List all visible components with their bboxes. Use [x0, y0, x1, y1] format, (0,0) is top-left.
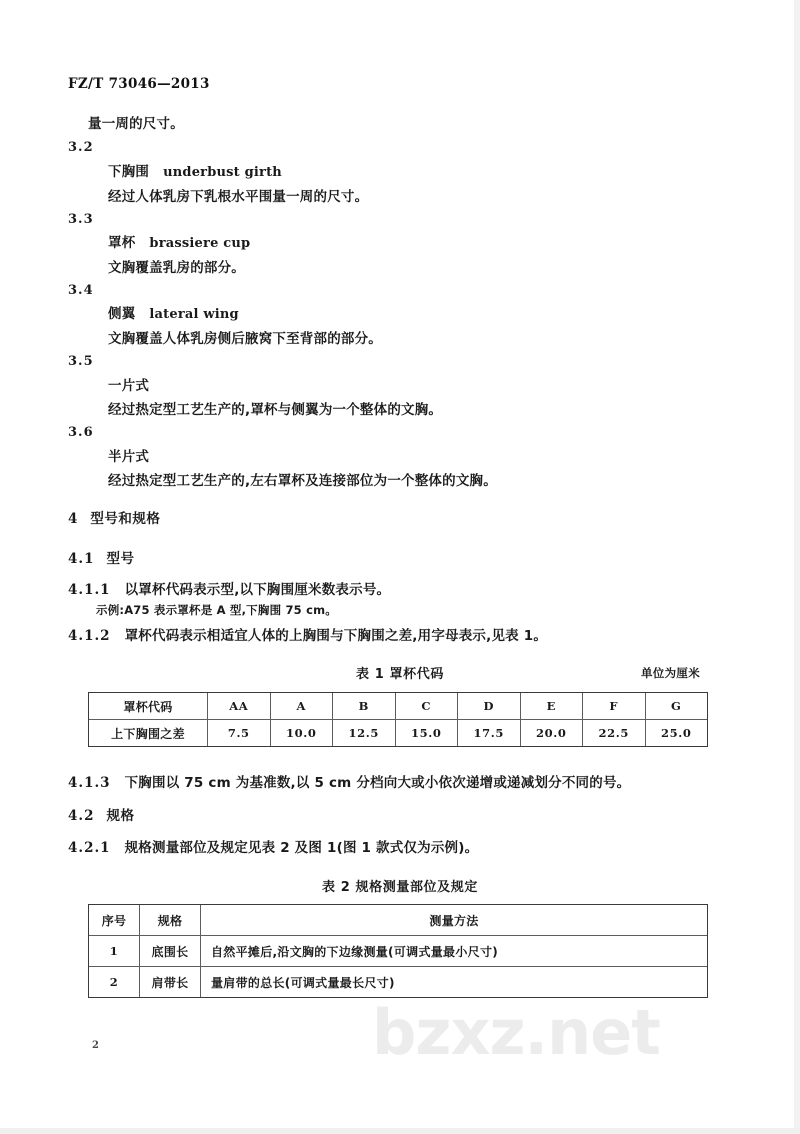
table-2-header-spec: 规格 — [140, 905, 201, 936]
term-en-3-3: brassiere cup — [149, 236, 251, 251]
clause-number-4-2-1: 4.2.1 — [68, 840, 111, 856]
section-heading-4-1 — [68, 551, 135, 567]
table-1-cup-code-4: D — [458, 693, 521, 720]
table-1-difference-2: 12.5 — [333, 720, 396, 747]
table-2-caption: 表 2 规格测量部位及规定 — [322, 880, 478, 895]
table-1-difference-5: 20.0 — [520, 720, 583, 747]
paragraph-4-1-3 — [68, 775, 630, 791]
table-1-cup-code-5: E — [520, 693, 583, 720]
table-header-row — [89, 905, 708, 936]
section-title-4-2: 规格 — [106, 808, 135, 824]
table-1-difference-3: 15.0 — [395, 720, 458, 747]
term-definition-3-4: 文胸覆盖人体乳房侧后腋窝下至背部的部分。 — [108, 331, 382, 347]
table-1-row-header-0: 罩杯代码 — [89, 693, 208, 720]
table-1-cup-code-2: B — [333, 693, 396, 720]
example-note: 示例:A75 表示罩杯是 A 型,下胸围 75 cm。 — [96, 603, 337, 617]
scan-edge-bottom — [0, 1128, 800, 1134]
clause-number-4-1-1: 4.1.1 — [68, 582, 111, 598]
continued-definition-text: 量一周的尺寸。 — [88, 116, 184, 132]
table-row — [89, 967, 708, 998]
term-cn-3-2: 下胸围 — [108, 164, 150, 180]
table-2-row-0-spec: 底围长 — [140, 936, 201, 967]
table-2-row-0-method: 自然平摊后,沿文胸的下边缘测量(可调式量最小尺寸) — [201, 936, 708, 967]
term-cn-3-4: 侧翼 — [108, 306, 136, 322]
table-1-cup-code-6: F — [583, 693, 646, 720]
table-1-difference-7: 25.0 — [645, 720, 708, 747]
clause-text-4-2-1: 规格测量部位及规定见表 2 及图 1(图 1 款式仅为示例)。 — [124, 840, 479, 856]
table-2-row-1-seq: 2 — [89, 967, 140, 998]
table-row — [89, 936, 708, 967]
clause-number-3-2: 3.2 — [68, 140, 94, 155]
term-en-3-2: underbust girth — [163, 165, 282, 180]
paragraph-4-1-2 — [68, 628, 547, 644]
clause-text-4-1-3: 下胸围以 75 cm 为基准数,以 5 cm 分档向大或小依次递增或递减划分不同的号。 — [124, 775, 631, 791]
term-heading-3-3 — [108, 235, 250, 252]
section-title-4-1: 型号 — [106, 551, 135, 567]
table-1-row-header-1: 上下胸围之差 — [89, 720, 208, 747]
table-1-cup-code-3: C — [395, 693, 458, 720]
cup-code-table — [88, 692, 708, 747]
table-2-header-method: 测量方法 — [201, 905, 708, 936]
table-1-cup-code-7: G — [645, 693, 708, 720]
section-title-4: 型号和规格 — [90, 511, 161, 527]
term-cn-3-6: 半片式 — [108, 449, 150, 465]
term-en-3-4: lateral wing — [149, 307, 239, 322]
table-2-row-1-spec: 肩带长 — [140, 967, 201, 998]
clause-text-4-1-2: 罩杯代码表示相适宜人体的上胸围与下胸围之差,用字母表示,见表 1。 — [124, 628, 548, 644]
table-2-row-1-method: 量肩带的总长(可调式量最长尺寸) — [201, 967, 708, 998]
table-1-difference-0: 7.5 — [208, 720, 271, 747]
table-1-difference-4: 17.5 — [458, 720, 521, 747]
table-1-difference-6: 22.5 — [583, 720, 646, 747]
paragraph-4-2-1 — [68, 840, 478, 856]
clause-text-4-1-1: 以罩杯代码表示型,以下胸围厘米数表示号。 — [124, 582, 391, 598]
section-heading-4-2 — [68, 808, 135, 824]
term-cn-3-3: 罩杯 — [108, 235, 136, 251]
term-cn-3-5: 一片式 — [108, 378, 150, 394]
term-heading-3-2 — [108, 164, 282, 181]
term-heading-3-4 — [108, 306, 239, 323]
clause-number-3-5: 3.5 — [68, 354, 94, 369]
table-2-row-0-seq: 1 — [89, 936, 140, 967]
scan-edge-right — [794, 0, 800, 1134]
clause-number-3-6: 3.6 — [68, 425, 94, 440]
standard-number-header: FZ/T 73046—2013 — [68, 76, 210, 92]
table-row — [89, 720, 708, 747]
table-1-cup-code-0: AA — [208, 693, 271, 720]
clause-number-3-3: 3.3 — [68, 212, 94, 227]
section-number-4-1: 4.1 — [68, 551, 95, 567]
section-heading-4 — [68, 511, 160, 527]
measurement-spec-table — [88, 904, 708, 998]
table-1-caption: 表 1 罩杯代码 — [356, 667, 444, 682]
term-definition-3-5: 经过热定型工艺生产的,罩杯与侧翼为一个整体的文胸。 — [108, 402, 443, 418]
table-2-header-seq: 序号 — [89, 905, 140, 936]
site-watermark: bzxz.net — [372, 996, 660, 1069]
paragraph-4-1-1 — [68, 582, 390, 598]
term-definition-3-2: 经过人体乳房下乳根水平围量一周的尺寸。 — [108, 189, 369, 205]
clause-number-3-4: 3.4 — [68, 283, 94, 298]
term-definition-3-3: 文胸覆盖乳房的部分。 — [108, 260, 245, 276]
table-row — [89, 693, 708, 720]
page-number: 2 — [92, 1040, 99, 1051]
clause-number-4-1-3: 4.1.3 — [68, 775, 111, 791]
table-1-unit-note: 单位为厘米 — [641, 666, 700, 680]
clause-number-4-1-2: 4.1.2 — [68, 628, 111, 644]
term-definition-3-6: 经过热定型工艺生产的,左右罩杯及连接部位为一个整体的文胸。 — [108, 473, 497, 489]
section-number-4-2: 4.2 — [68, 808, 95, 824]
section-number-4: 4 — [68, 511, 79, 527]
table-1-cup-code-1: A — [270, 693, 333, 720]
table-1-difference-1: 10.0 — [270, 720, 333, 747]
